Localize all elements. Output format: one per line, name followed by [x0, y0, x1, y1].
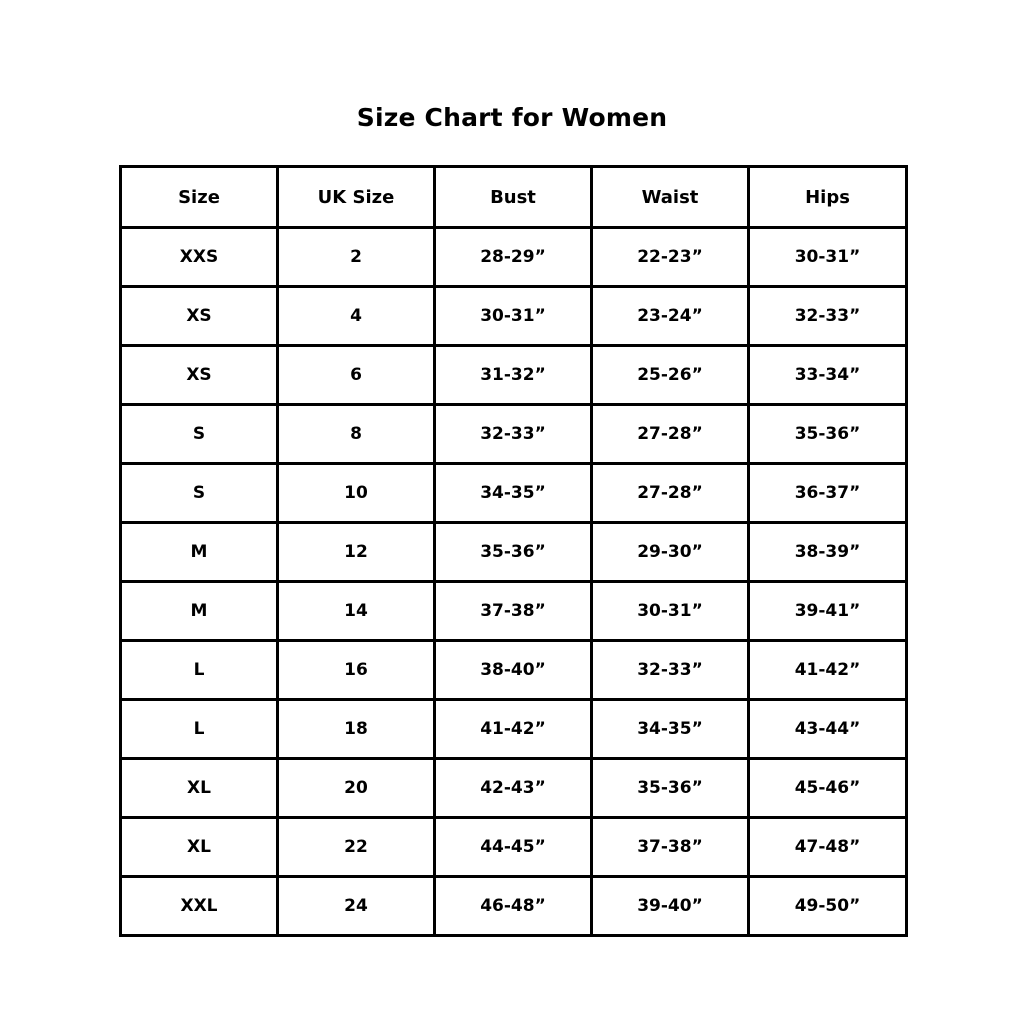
cell-hips: 35-36” [749, 405, 907, 464]
cell-hips: 33-34” [749, 346, 907, 405]
cell-size: XS [121, 346, 278, 405]
page-title: Size Chart for Women [356, 103, 668, 132]
cell-size: M [121, 582, 278, 641]
cell-size: XXL [121, 877, 278, 936]
cell-uk-size: 4 [278, 287, 435, 346]
cell-uk-size: 24 [278, 877, 435, 936]
cell-uk-size: 14 [278, 582, 435, 641]
cell-waist: 25-26” [592, 346, 749, 405]
cell-size: S [121, 405, 278, 464]
cell-bust: 28-29” [435, 228, 592, 287]
table-row [121, 582, 907, 641]
cell-waist: 39-40” [592, 877, 749, 936]
cell-hips: 43-44” [749, 700, 907, 759]
table-row [121, 523, 907, 582]
table-row [121, 405, 907, 464]
cell-size: XXS [121, 228, 278, 287]
table-row [121, 287, 907, 346]
cell-uk-size: 12 [278, 523, 435, 582]
cell-waist: 30-31” [592, 582, 749, 641]
column-header-waist: Waist [592, 167, 749, 228]
table-body [121, 228, 907, 936]
cell-uk-size: 20 [278, 759, 435, 818]
column-header-hips: Hips [749, 167, 907, 228]
cell-size: XL [121, 818, 278, 877]
cell-size: L [121, 700, 278, 759]
cell-hips: 47-48” [749, 818, 907, 877]
cell-waist: 32-33” [592, 641, 749, 700]
cell-bust: 37-38” [435, 582, 592, 641]
cell-uk-size: 6 [278, 346, 435, 405]
cell-waist: 34-35” [592, 700, 749, 759]
table-header [121, 167, 907, 228]
cell-bust: 46-48” [435, 877, 592, 936]
cell-uk-size: 8 [278, 405, 435, 464]
cell-hips: 39-41” [749, 582, 907, 641]
cell-size: L [121, 641, 278, 700]
cell-hips: 32-33” [749, 287, 907, 346]
cell-uk-size: 18 [278, 700, 435, 759]
table-row [121, 700, 907, 759]
cell-bust: 41-42” [435, 700, 592, 759]
table-row [121, 228, 907, 287]
size-chart-table-wrapper [119, 165, 905, 937]
table-row [121, 464, 907, 523]
cell-size: XS [121, 287, 278, 346]
table-row [121, 346, 907, 405]
cell-waist: 23-24” [592, 287, 749, 346]
table-row [121, 641, 907, 700]
cell-hips: 49-50” [749, 877, 907, 936]
cell-waist: 27-28” [592, 464, 749, 523]
cell-hips: 36-37” [749, 464, 907, 523]
cell-bust: 34-35” [435, 464, 592, 523]
cell-hips: 45-46” [749, 759, 907, 818]
cell-size: M [121, 523, 278, 582]
cell-uk-size: 22 [278, 818, 435, 877]
cell-bust: 38-40” [435, 641, 592, 700]
cell-hips: 41-42” [749, 641, 907, 700]
cell-waist: 37-38” [592, 818, 749, 877]
cell-waist: 35-36” [592, 759, 749, 818]
column-header-size: Size [121, 167, 278, 228]
cell-uk-size: 2 [278, 228, 435, 287]
cell-size: XL [121, 759, 278, 818]
cell-hips: 38-39” [749, 523, 907, 582]
cell-bust: 32-33” [435, 405, 592, 464]
table-row [121, 759, 907, 818]
cell-waist: 22-23” [592, 228, 749, 287]
table-row [121, 877, 907, 936]
cell-bust: 35-36” [435, 523, 592, 582]
cell-hips: 30-31” [749, 228, 907, 287]
cell-waist: 27-28” [592, 405, 749, 464]
size-chart-table [119, 165, 908, 937]
column-header-bust: Bust [435, 167, 592, 228]
table-header-row [121, 167, 907, 228]
table-row [121, 818, 907, 877]
cell-uk-size: 16 [278, 641, 435, 700]
cell-size: S [121, 464, 278, 523]
column-header-uk-size: UK Size [278, 167, 435, 228]
cell-bust: 30-31” [435, 287, 592, 346]
cell-bust: 42-43” [435, 759, 592, 818]
cell-bust: 31-32” [435, 346, 592, 405]
cell-bust: 44-45” [435, 818, 592, 877]
cell-waist: 29-30” [592, 523, 749, 582]
cell-uk-size: 10 [278, 464, 435, 523]
